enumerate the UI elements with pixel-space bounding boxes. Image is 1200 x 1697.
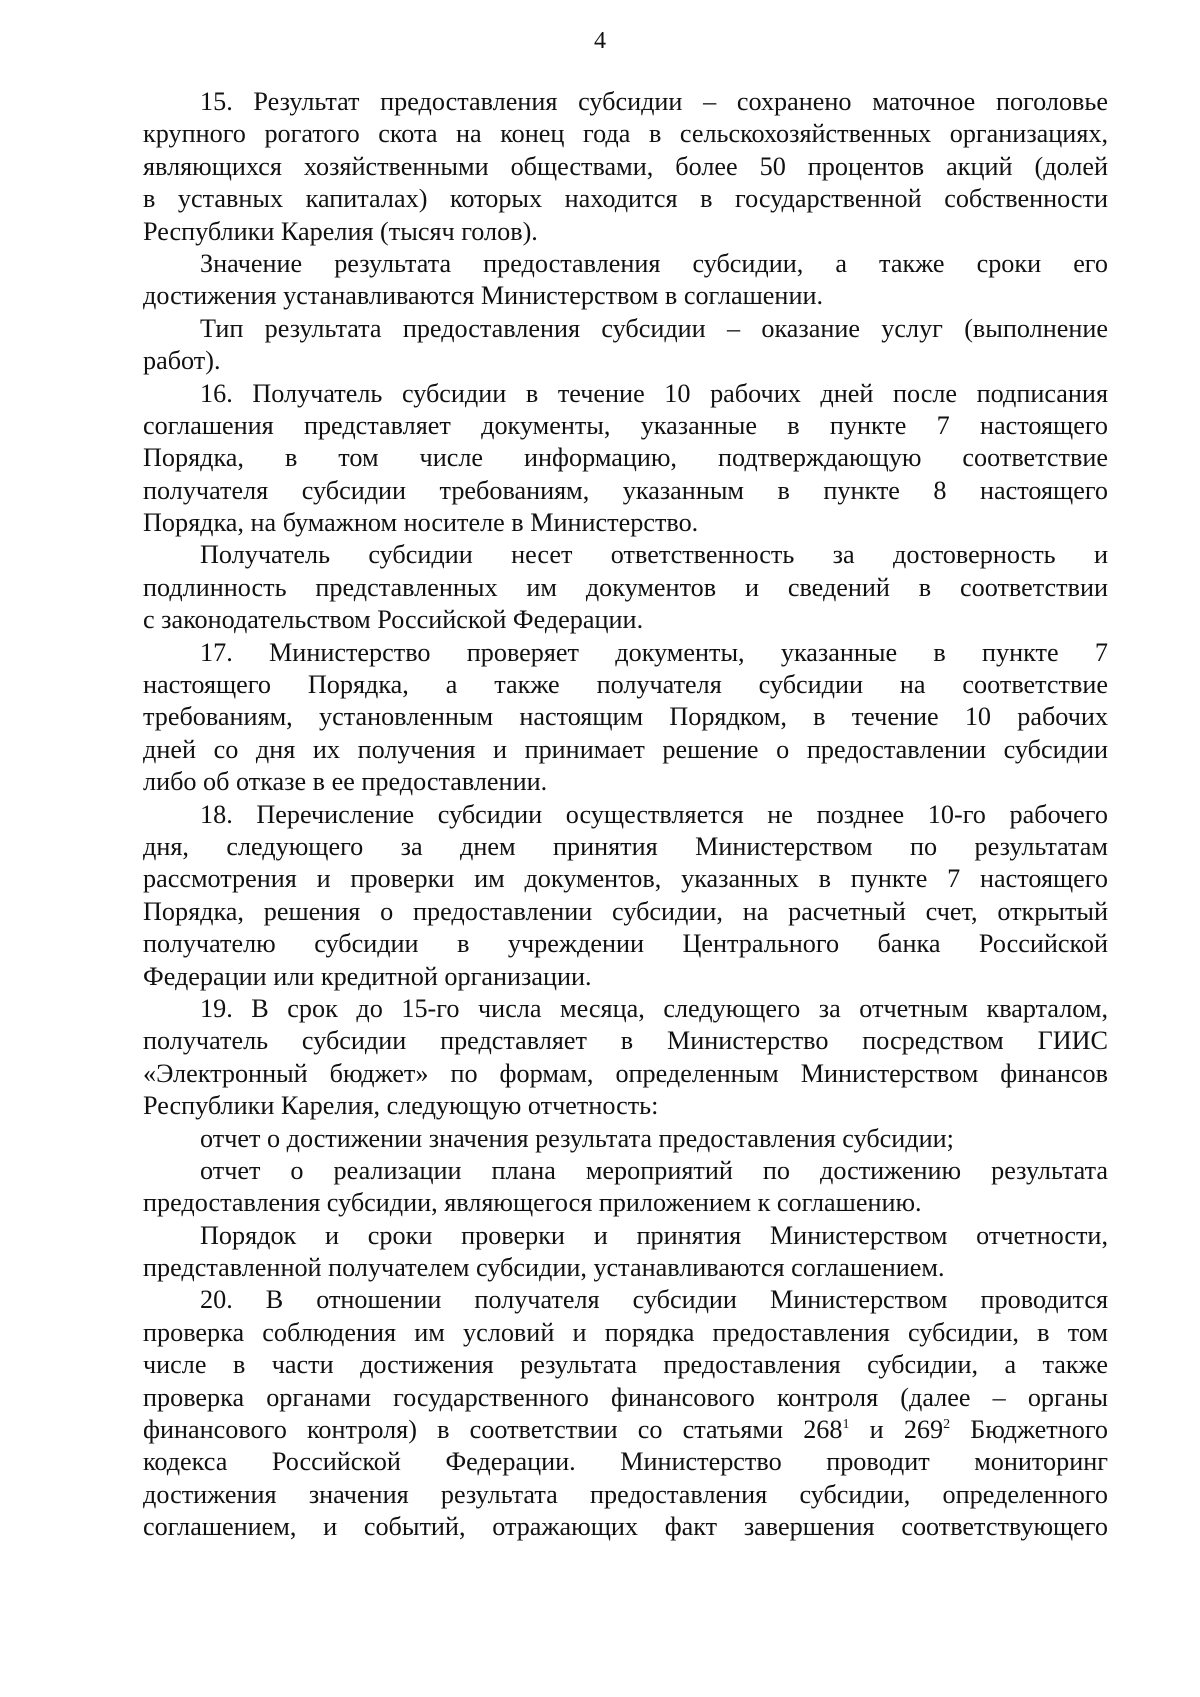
text-line: проверка органами государственного финансового контроля (далее – органы xyxy=(143,1382,1108,1412)
text-line: достижения устанавливаются Министерством в соглашении. xyxy=(143,281,824,311)
text-line: Тип результата предоставления субсидии – оказание услуг (выполнение xyxy=(200,313,1108,343)
paragraph-report-plan xyxy=(143,1155,1108,1220)
text-line: Порядок и сроки проверки и принятия Министерством отчетности, xyxy=(200,1220,1108,1250)
paragraph-19-reporting xyxy=(143,993,1108,1123)
text-line: подлинность представленных им документов и сведений в соответствии xyxy=(143,572,1108,602)
text-line: с законодательством Российской Федерации. xyxy=(143,605,644,635)
text-line: дней со дня их получения и принимает решение о предоставлении субсидии xyxy=(143,734,1108,764)
text-line: 17. Министерство проверяет документы, указанные в пункте 7 xyxy=(200,637,1108,667)
text-line: Порядка, в том числе информацию, подтверждающую соответствие xyxy=(143,443,1108,473)
text-line: работ). xyxy=(143,346,221,376)
text-line: получатель субсидии представляет в Министерство посредством ГИИС xyxy=(143,1026,1108,1056)
text-line: Республики Карелия (тысяч голов). xyxy=(143,216,538,246)
text-line: 19. В срок до 15-го числа месяца, следующего за отчетным кварталом, xyxy=(200,993,1108,1023)
paragraph-15-result xyxy=(143,86,1108,248)
paragraph-20-control xyxy=(143,1284,1108,1543)
text-line: настоящего Порядка, а также получателя субсидии на соответствие xyxy=(143,670,1108,700)
superscript: 2 xyxy=(943,1417,951,1433)
text-line: крупного рогатого скота на конец года в сельскохозяйственных организациях, xyxy=(143,119,1108,149)
text-line: рассмотрения и проверки им документов, указанных в пункте 7 настоящего xyxy=(143,864,1108,894)
text-line: Значение результата предоставления субсидии, а также сроки его xyxy=(200,248,1108,278)
text-line: Получатель субсидии несет ответственность за достоверность и xyxy=(200,540,1108,570)
text-line: Республики Карелия, следующую отчетность: xyxy=(143,1091,659,1121)
text-line: числе в части достижения результата предоставления субсидии, а также xyxy=(143,1350,1108,1380)
text-line: дня, следующего за днем принятия Министерством по результатам xyxy=(143,831,1108,861)
text-line: получателю субсидии в учреждении Центрального банка Российской xyxy=(143,929,1108,959)
superscript: 1 xyxy=(842,1417,850,1433)
paragraph-18-transfer xyxy=(143,799,1108,993)
paragraph-report-procedure xyxy=(143,1220,1108,1285)
text-segment: финансового контроля) в соответствии со статьями 268 xyxy=(143,1415,843,1445)
text-line: отчет о достижении значения результата предоставления субсидии; xyxy=(200,1123,954,1153)
paragraph-responsibility xyxy=(143,539,1108,636)
text-line-with-superscripts xyxy=(143,1414,1108,1446)
text-line: предоставления субсидии, являющегося приложением к соглашению. xyxy=(143,1188,922,1218)
text-segment: и 269 xyxy=(849,1415,944,1445)
paragraph-17-check xyxy=(143,637,1108,799)
text-line: 18. Перечисление субсидии осуществляется не позднее 10-го рабочего xyxy=(200,799,1108,829)
text-line: Порядка, решения о предоставлении субсидии, на расчетный счет, открытый xyxy=(143,896,1108,926)
text-line: достижения значения результата предоставления субсидии, определенного xyxy=(143,1479,1108,1509)
text-line: представленной получателем субсидии, устанавливаются соглашением. xyxy=(143,1253,945,1283)
text-line: «Электронный бюджет» по формам, определенным Министерством финансов xyxy=(143,1058,1108,1088)
text-line: требованиям, установленным настоящим Порядком, в течение 10 рабочих xyxy=(143,702,1108,732)
text-line: кодекса Российской Федерации. Министерство проводит мониторинг xyxy=(143,1447,1108,1477)
text-line: являющихся хозяйственными обществами, более 50 процентов акций (долей xyxy=(143,151,1108,181)
document-body xyxy=(143,86,1108,1544)
text-line: Федерации или кредитной организации. xyxy=(143,961,592,991)
text-line: соглашения представляет документы, указанные в пункте 7 настоящего xyxy=(143,410,1108,440)
text-line: 20. В отношении получателя субсидии Министерством проводится xyxy=(200,1285,1108,1315)
text-line: 15. Результат предоставления субсидии – сохранено маточное поголовье xyxy=(200,87,1108,116)
paragraph-16-recipient xyxy=(143,378,1108,540)
text-line: Порядка, на бумажном носителе в Министерство. xyxy=(143,508,699,538)
text-line: проверка соблюдения им условий и порядка предоставления субсидии, в том xyxy=(143,1317,1108,1347)
paragraph-result-value xyxy=(143,248,1108,313)
paragraph-report-result xyxy=(143,1123,1108,1155)
text-line: соглашением, и событий, отражающих факт завершения соответствующего xyxy=(143,1512,1108,1542)
text-line: отчет о реализации плана мероприятий по достижению результата xyxy=(200,1155,1108,1185)
text-segment: Бюджетного xyxy=(950,1415,1108,1445)
text-line: 16. Получатель субсидии в течение 10 рабочих дней после подписания xyxy=(200,378,1108,408)
paragraph-result-type xyxy=(143,313,1108,378)
text-line: либо об отказе в ее предоставлении. xyxy=(143,767,548,797)
page-number: 4 xyxy=(594,28,606,54)
text-line: получателя субсидии требованиям, указанным в пункте 8 настоящего xyxy=(143,475,1108,505)
text-line: в уставных капиталах) которых находится в государственной собственности xyxy=(143,184,1108,214)
